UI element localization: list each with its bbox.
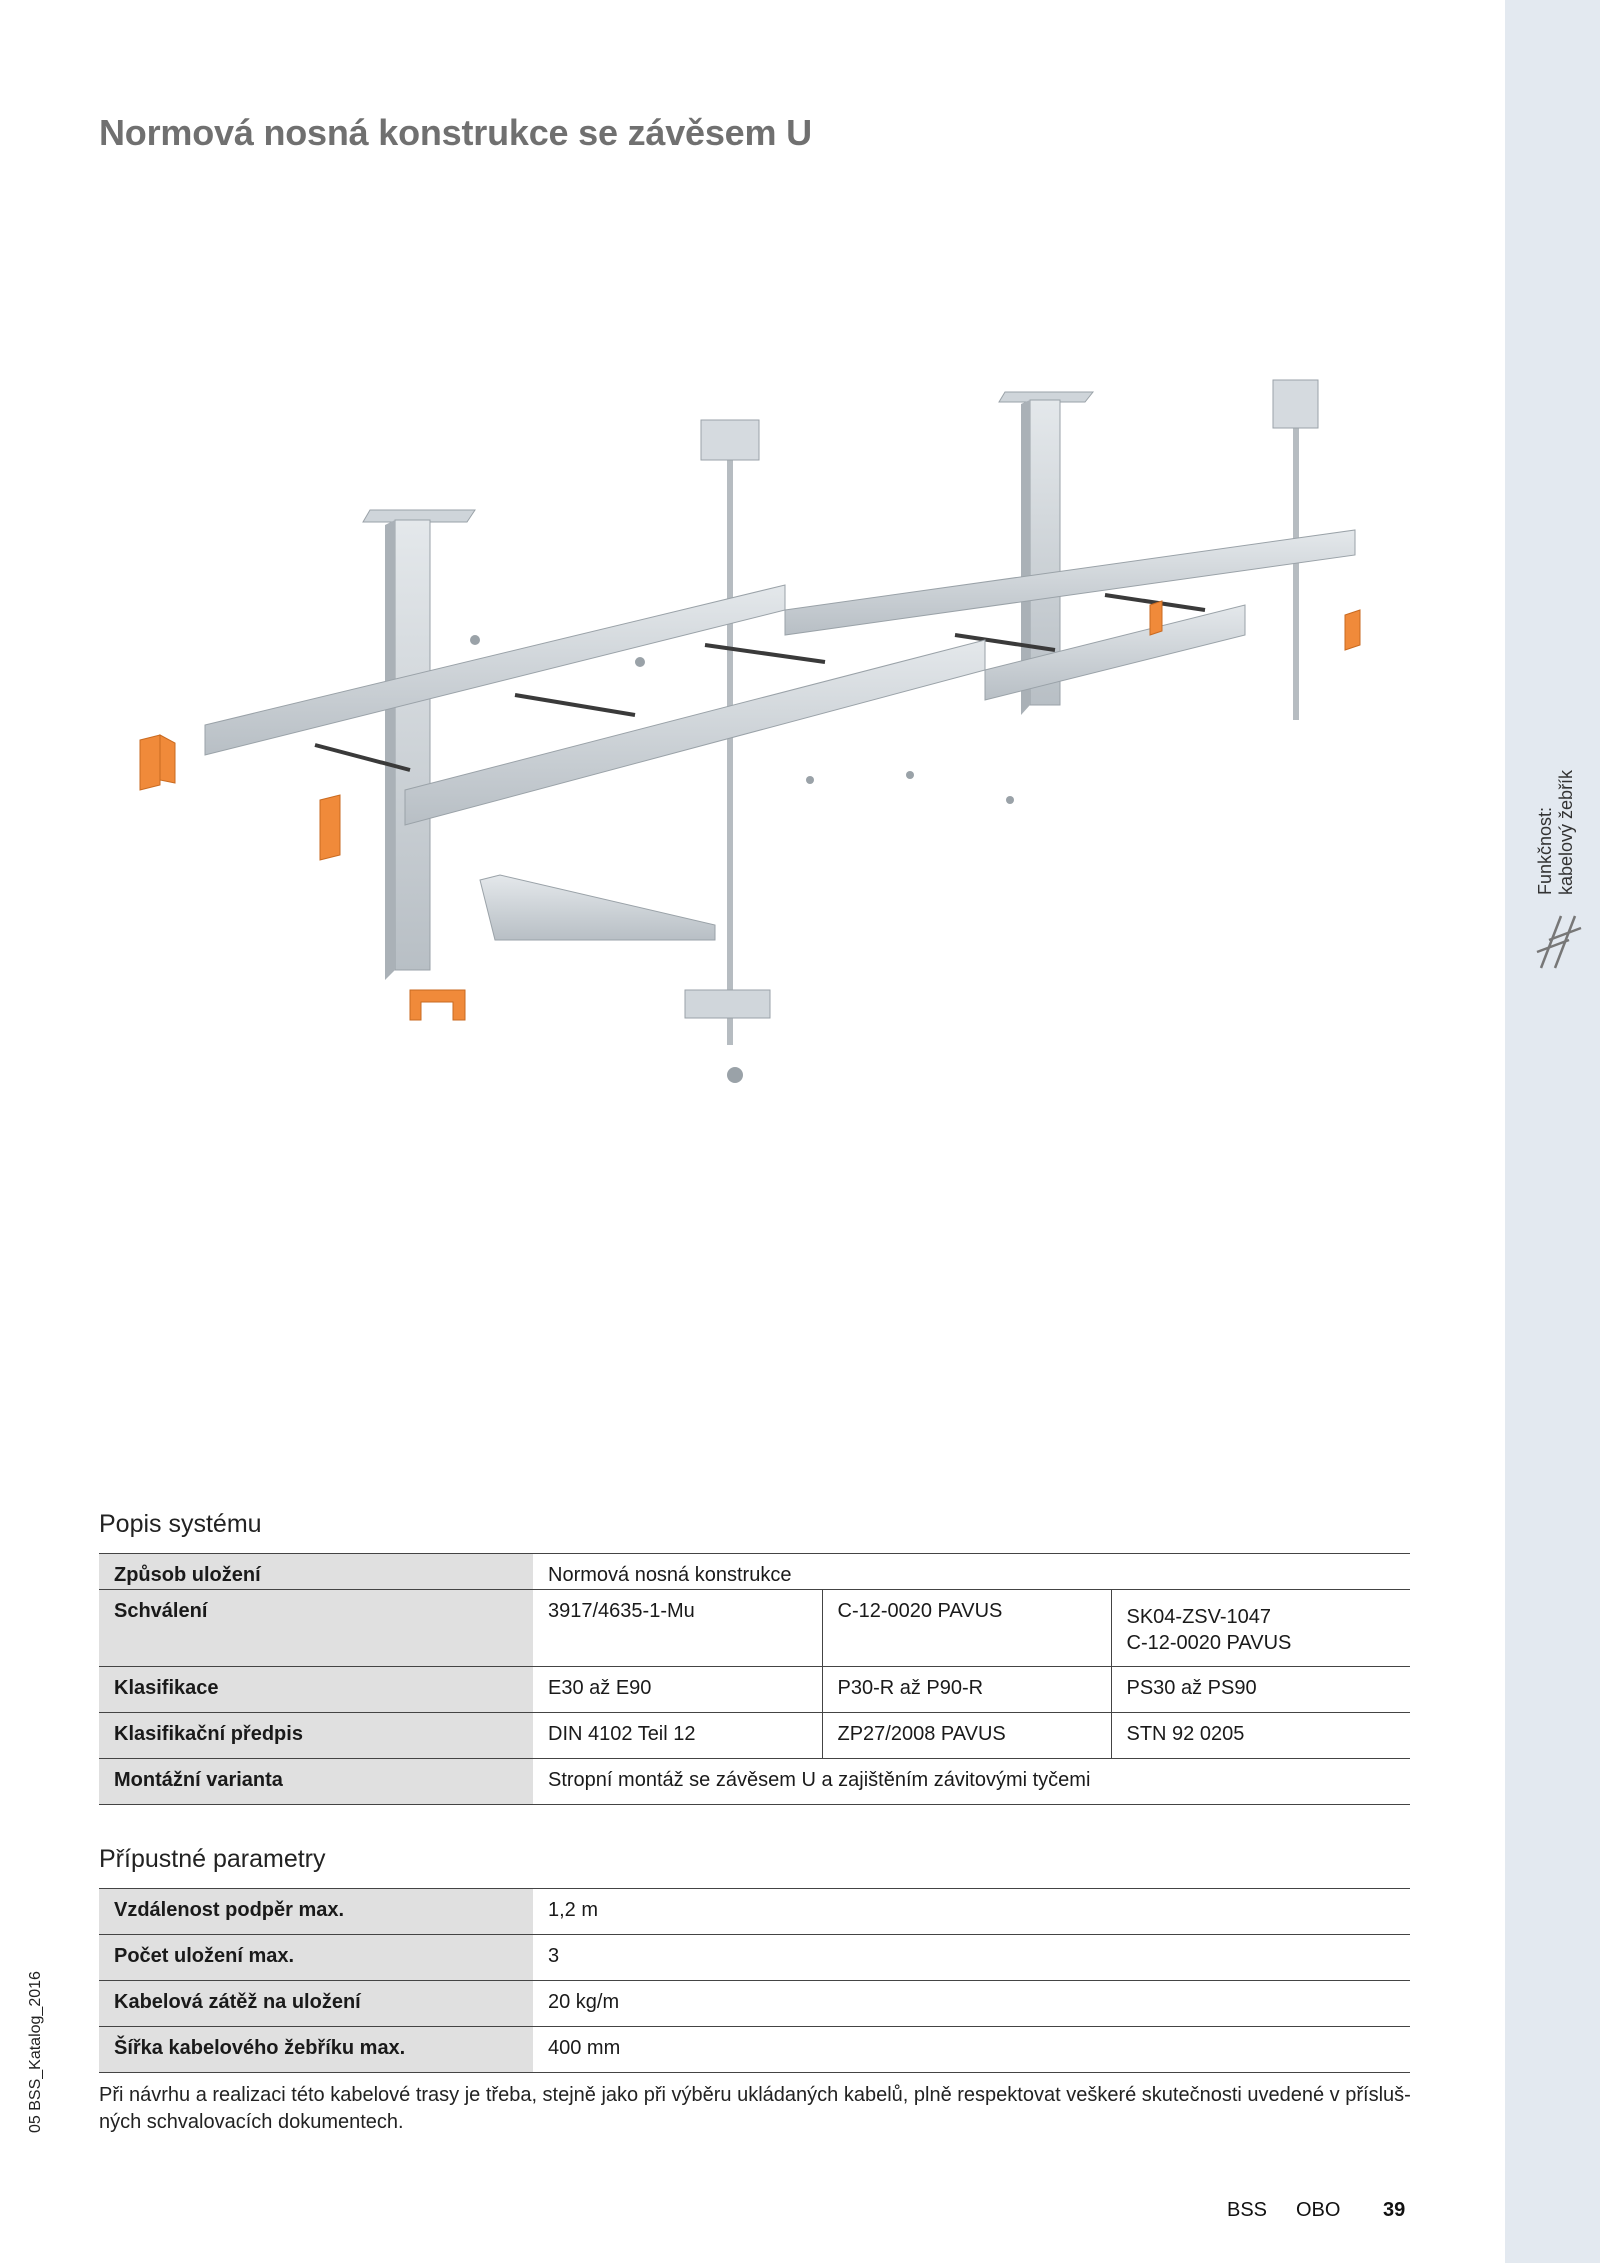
table-row <box>99 1590 1410 1667</box>
row-value-line: SK04-ZSV-1047 <box>1126 1606 1272 1628</box>
permissible-parameters-heading: Přípustné parametry <box>99 1845 326 1873</box>
side-tab-label <box>1535 745 1590 895</box>
row-label: Kabelová zátěž na uložení <box>99 1981 533 2027</box>
row-label: Klasifikační předpis <box>99 1713 533 1759</box>
row-value: Stropní montáž se závěsem U a zajištěním závitovými tyčemi <box>533 1759 1410 1805</box>
row-value: DIN 4102 Teil 12 <box>533 1713 822 1759</box>
table-row <box>99 2027 1410 2073</box>
system-description-table <box>99 1553 1410 1805</box>
side-strip <box>1505 0 1600 2263</box>
row-value: P30-R až P90-R <box>822 1667 1111 1713</box>
row-value: 3 <box>533 1935 1410 1981</box>
row-value-line: C-12-0020 PAVUS <box>1126 1632 1292 1654</box>
u-hanger-left-vertical <box>385 520 430 980</box>
row-label: Montážní varianta <box>99 1759 533 1805</box>
row-value: 3917/4635-1-Mu <box>533 1590 822 1667</box>
row-label: Počet uložení max. <box>99 1935 533 1981</box>
product-illustration <box>95 370 1375 1090</box>
permissible-parameters-table <box>99 1888 1410 2073</box>
row-value: 20 kg/m <box>533 1981 1410 2027</box>
table-row <box>99 1935 1410 1981</box>
footer-brand-bss: BSS <box>1227 2199 1268 2221</box>
table-row <box>99 1981 1410 2027</box>
page-number: 39 <box>1383 2199 1406 2221</box>
table-row <box>99 1759 1410 1805</box>
row-value <box>1111 1590 1410 1667</box>
catalog-reference: 05 BSS_Katalog_2016 <box>27 1971 44 2133</box>
row-value: ZP27/2008 PAVUS <box>822 1713 1111 1759</box>
table-row <box>99 1554 1410 1590</box>
cable-ladder-icon <box>1535 912 1583 970</box>
cable-ladder-front <box>405 605 1245 825</box>
row-value: 1,2 m <box>533 1889 1410 1935</box>
row-label: Šířka kabelového žebříku max. <box>99 2027 533 2073</box>
table-row <box>99 1667 1410 1713</box>
wall-bracket <box>480 875 715 940</box>
row-label: Klasifikace <box>99 1667 533 1713</box>
row-label: Vzdálenost podpěr max. <box>99 1889 533 1935</box>
side-tab-line2: kabelový žebřík <box>1556 769 1576 895</box>
system-description-heading: Popis systému <box>99 1510 262 1538</box>
page-title: Normová nosná konstrukce se závěsem U <box>99 112 812 153</box>
row-value: PS30 až PS90 <box>1111 1667 1410 1713</box>
row-value: Normová nosná konstrukce <box>533 1554 1410 1590</box>
row-label: Schválení <box>99 1590 533 1667</box>
table-row <box>99 1713 1410 1759</box>
row-value: C-12-0020 PAVUS <box>822 1590 1111 1667</box>
orange-end-caps <box>140 601 1360 1020</box>
footer-brand-obo: OBO <box>1296 2199 1341 2221</box>
row-value: STN 92 0205 <box>1111 1713 1410 1759</box>
row-value: 400 mm <box>533 2027 1410 2073</box>
note-paragraph: Při návrhu a realizaci této kabelové trasy je třeba, stejně jako při výběru ukládaných kabelů, plně respektovat veškeré skutečnosti uvedené v přísluš- ných schvalovacích dokumentech. <box>99 2084 1411 2133</box>
table-row <box>99 1889 1410 1935</box>
row-label: Způsob uložení <box>99 1554 533 1590</box>
side-tab-line1: Funkčnost: <box>1535 806 1555 895</box>
row-value: E30 až E90 <box>533 1667 822 1713</box>
